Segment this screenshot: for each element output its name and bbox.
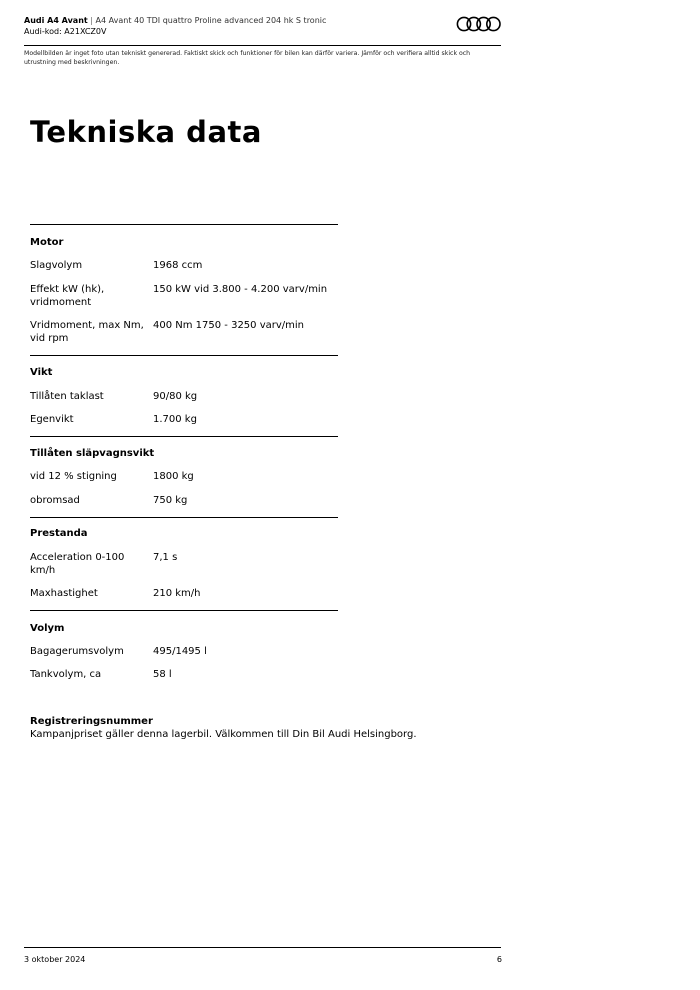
audi-rings-logo	[456, 15, 502, 33]
spec-label: Egenvikt	[30, 414, 74, 425]
section-title-motor: Motor	[30, 237, 64, 248]
header-brand: Audi A4 Avant	[24, 16, 88, 25]
spec-value: 150 kW vid 3.800 - 4.200 varv/min	[153, 284, 328, 295]
spec-value: 1968 ccm	[153, 260, 203, 271]
spec-label: vid 12 % stigning	[30, 471, 117, 482]
header-audi-code: Audi-kod: A21XCZ0V	[24, 27, 107, 36]
page-number: 6	[496, 955, 502, 964]
section-divider	[30, 436, 338, 437]
spec-value: 58 l	[153, 669, 172, 680]
spec-label: Slagvolym	[30, 260, 83, 271]
registration-text: Kampanjpriset gäller denna lagerbil. Välkommen till Din Bil Audi Helsingborg.	[30, 729, 417, 740]
spec-value: 90/80 kg	[153, 391, 198, 402]
spec-label: Effekt kW (hk), vridmoment	[30, 284, 105, 308]
header-model-line	[24, 16, 326, 26]
header-divider	[24, 45, 501, 46]
section-title-trailer-weight: Tillåten släpvagnsvikt	[30, 448, 155, 459]
spec-value: 210 km/h	[153, 588, 201, 599]
footer-date: 3 oktober 2024	[24, 955, 86, 964]
section-divider	[30, 224, 338, 225]
spec-value: 495/1495 l	[153, 646, 207, 657]
spec-label: Bagagerumsvolym	[30, 646, 124, 657]
section-title-vikt: Vikt	[30, 367, 53, 378]
spec-label: Acceleration 0-100 km/h	[30, 552, 125, 576]
spec-label: obromsad	[30, 495, 80, 506]
spec-value: 1800 kg	[153, 471, 194, 482]
spec-value: 7,1 s	[153, 552, 178, 563]
section-divider	[30, 610, 338, 611]
spec-label: Tillåten taklast	[30, 391, 104, 402]
spec-label: Maxhastighet	[30, 588, 98, 599]
spec-label: Vridmoment, max Nm, vid rpm	[30, 320, 144, 344]
page-title: Tekniska data	[30, 115, 262, 149]
footer-divider	[24, 947, 501, 948]
image-disclaimer: Modellbilden är inget foto utan tekniskt genererad. Faktiskt skick och funktioner för bilen kan därför variera. Jämför och verifiera alltid skick och utrustning med beskrivningen.	[24, 50, 471, 66]
header-model: A4 Avant 40 TDI quattro Proline advanced 204 hk S tronic	[95, 16, 327, 25]
spec-value: 750 kg	[153, 495, 188, 506]
section-title-volume: Volym	[30, 623, 65, 634]
section-divider	[30, 355, 338, 356]
spec-value: 1.700 kg	[153, 414, 197, 425]
spec-value: 400 Nm 1750 - 3250 varv/min	[153, 320, 305, 331]
spec-label: Tankvolym, ca	[30, 669, 102, 680]
header-separator: |	[90, 16, 93, 25]
section-title-performance: Prestanda	[30, 528, 88, 539]
registration-heading: Registreringsnummer	[30, 716, 153, 727]
section-divider	[30, 517, 338, 518]
